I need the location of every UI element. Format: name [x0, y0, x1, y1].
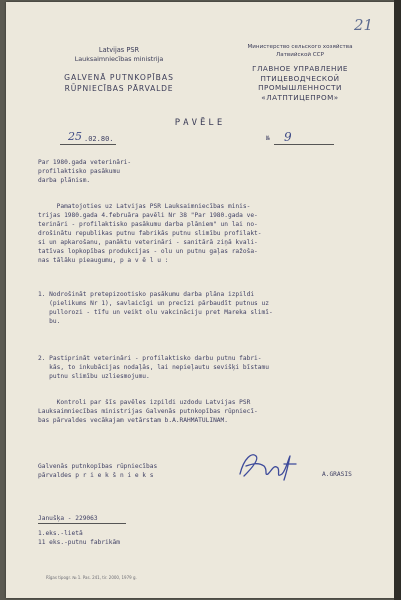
number-label: №	[266, 135, 270, 142]
author-underline	[38, 523, 126, 524]
date-typed: .02.80.	[84, 135, 114, 143]
author-line: Janušķa - 229063	[38, 515, 98, 522]
signer-name: A.GRASIS	[322, 471, 352, 478]
printing-footer: Rīgas tipogr. № 1. Pas. 241, tir. 2000, 1979 g.	[46, 575, 137, 580]
date-number-row	[60, 130, 380, 151]
letterhead-ru-republic: Латвийской ССР	[276, 51, 324, 58]
letterhead-republic: Latvijas PSR	[98, 46, 140, 54]
letterhead-ru-line3: ГЛАВНОЕ УПРАВЛЕНИЕ	[252, 64, 348, 73]
handwritten-signature	[234, 448, 306, 482]
scan-edge	[394, 0, 401, 600]
order-item-2: 2. Pastiprināt veterināri - profilaktisko darbu putnu fabri- kās, to inkubācijas nodaļās, lai nepieļautu sevišķi bīstamu putnu slimību uzliesmojumu.	[38, 355, 269, 380]
preamble-paragraph: Pamatojoties uz Latvijas PSR Lauksaimniecības minis- trijas 1980.gada 4.februāra pavēli Nr 38 "Par 1980.gada ve- terināri - profilaktisko pasākumu darba plāniem" un lai no- drošinātu republikas putnu fabrikās putnu slimību profilakt- si un apkarošanu, panāktu veterināri - sanitārā ziņā kvali- tatīvas lopkopības produkcijas - olu un putnu gaļas ražoša- nas tālāku pieaugumu, p a v ē l u :	[38, 203, 262, 264]
letterhead-ru-line5: ПРОМЫШЛЕННОСТИ	[258, 83, 342, 92]
number-underline	[274, 144, 334, 145]
order-subject: Par 1980.gada veterināri- profilaktisko pasākumu darba plānism.	[38, 159, 132, 184]
letterhead-department-line2: RŪPNIECĪBAS PĀRVALDE	[64, 84, 174, 93]
letterhead-ru-ministry: Министерство сельского хозяйства	[247, 44, 353, 50]
signatory-title: Galvenās putnkopības rūpniecības pārvaldes p r i e k š n i e k s	[38, 463, 158, 479]
order-item-1: 1. Nodrošināt pretepizootisko pasākumu darba plāna izpildi (pielikums Nr 1), savlaicīgi un precīzi pārbaudīt putnus uz pullorozi - tīfu un veikt olu vakcināciju pret Mareka slimī- bu.	[38, 291, 273, 325]
letterhead-russian	[216, 44, 384, 102]
document-page	[6, 2, 394, 598]
date-handwritten: 25	[68, 130, 82, 143]
archive-number: 21	[354, 16, 374, 34]
letterhead-latvian	[34, 46, 204, 94]
document-title: PAVĒLE	[174, 118, 226, 128]
control-paragraph: Kontroli par šīs pavēles izpildi uzdodu Latvijas PSR Lauksaimniecības ministrijas Galvenās putnkopības rūpniecī- bas pārvaldes vecākajam vetārstam b.A.RAHMATULINAM.	[38, 399, 258, 424]
number-handwritten: 9	[284, 130, 292, 144]
letterhead-ru-line4: ПТИЦЕВОДЧЕСКОЙ	[260, 73, 340, 83]
letterhead-ministry: Lauksaimniecības ministrija	[74, 55, 164, 63]
letterhead-department-line1: GALVENĀ PUTNKOPĪBAS	[64, 73, 174, 82]
letterhead-ru-line6: «ЛАТПТИЦЕПРОМ»	[261, 92, 339, 102]
distribution-list: 1.eks.-lietā 11 eks.-putnu fabrikām	[38, 530, 120, 546]
date-underline	[60, 144, 116, 145]
